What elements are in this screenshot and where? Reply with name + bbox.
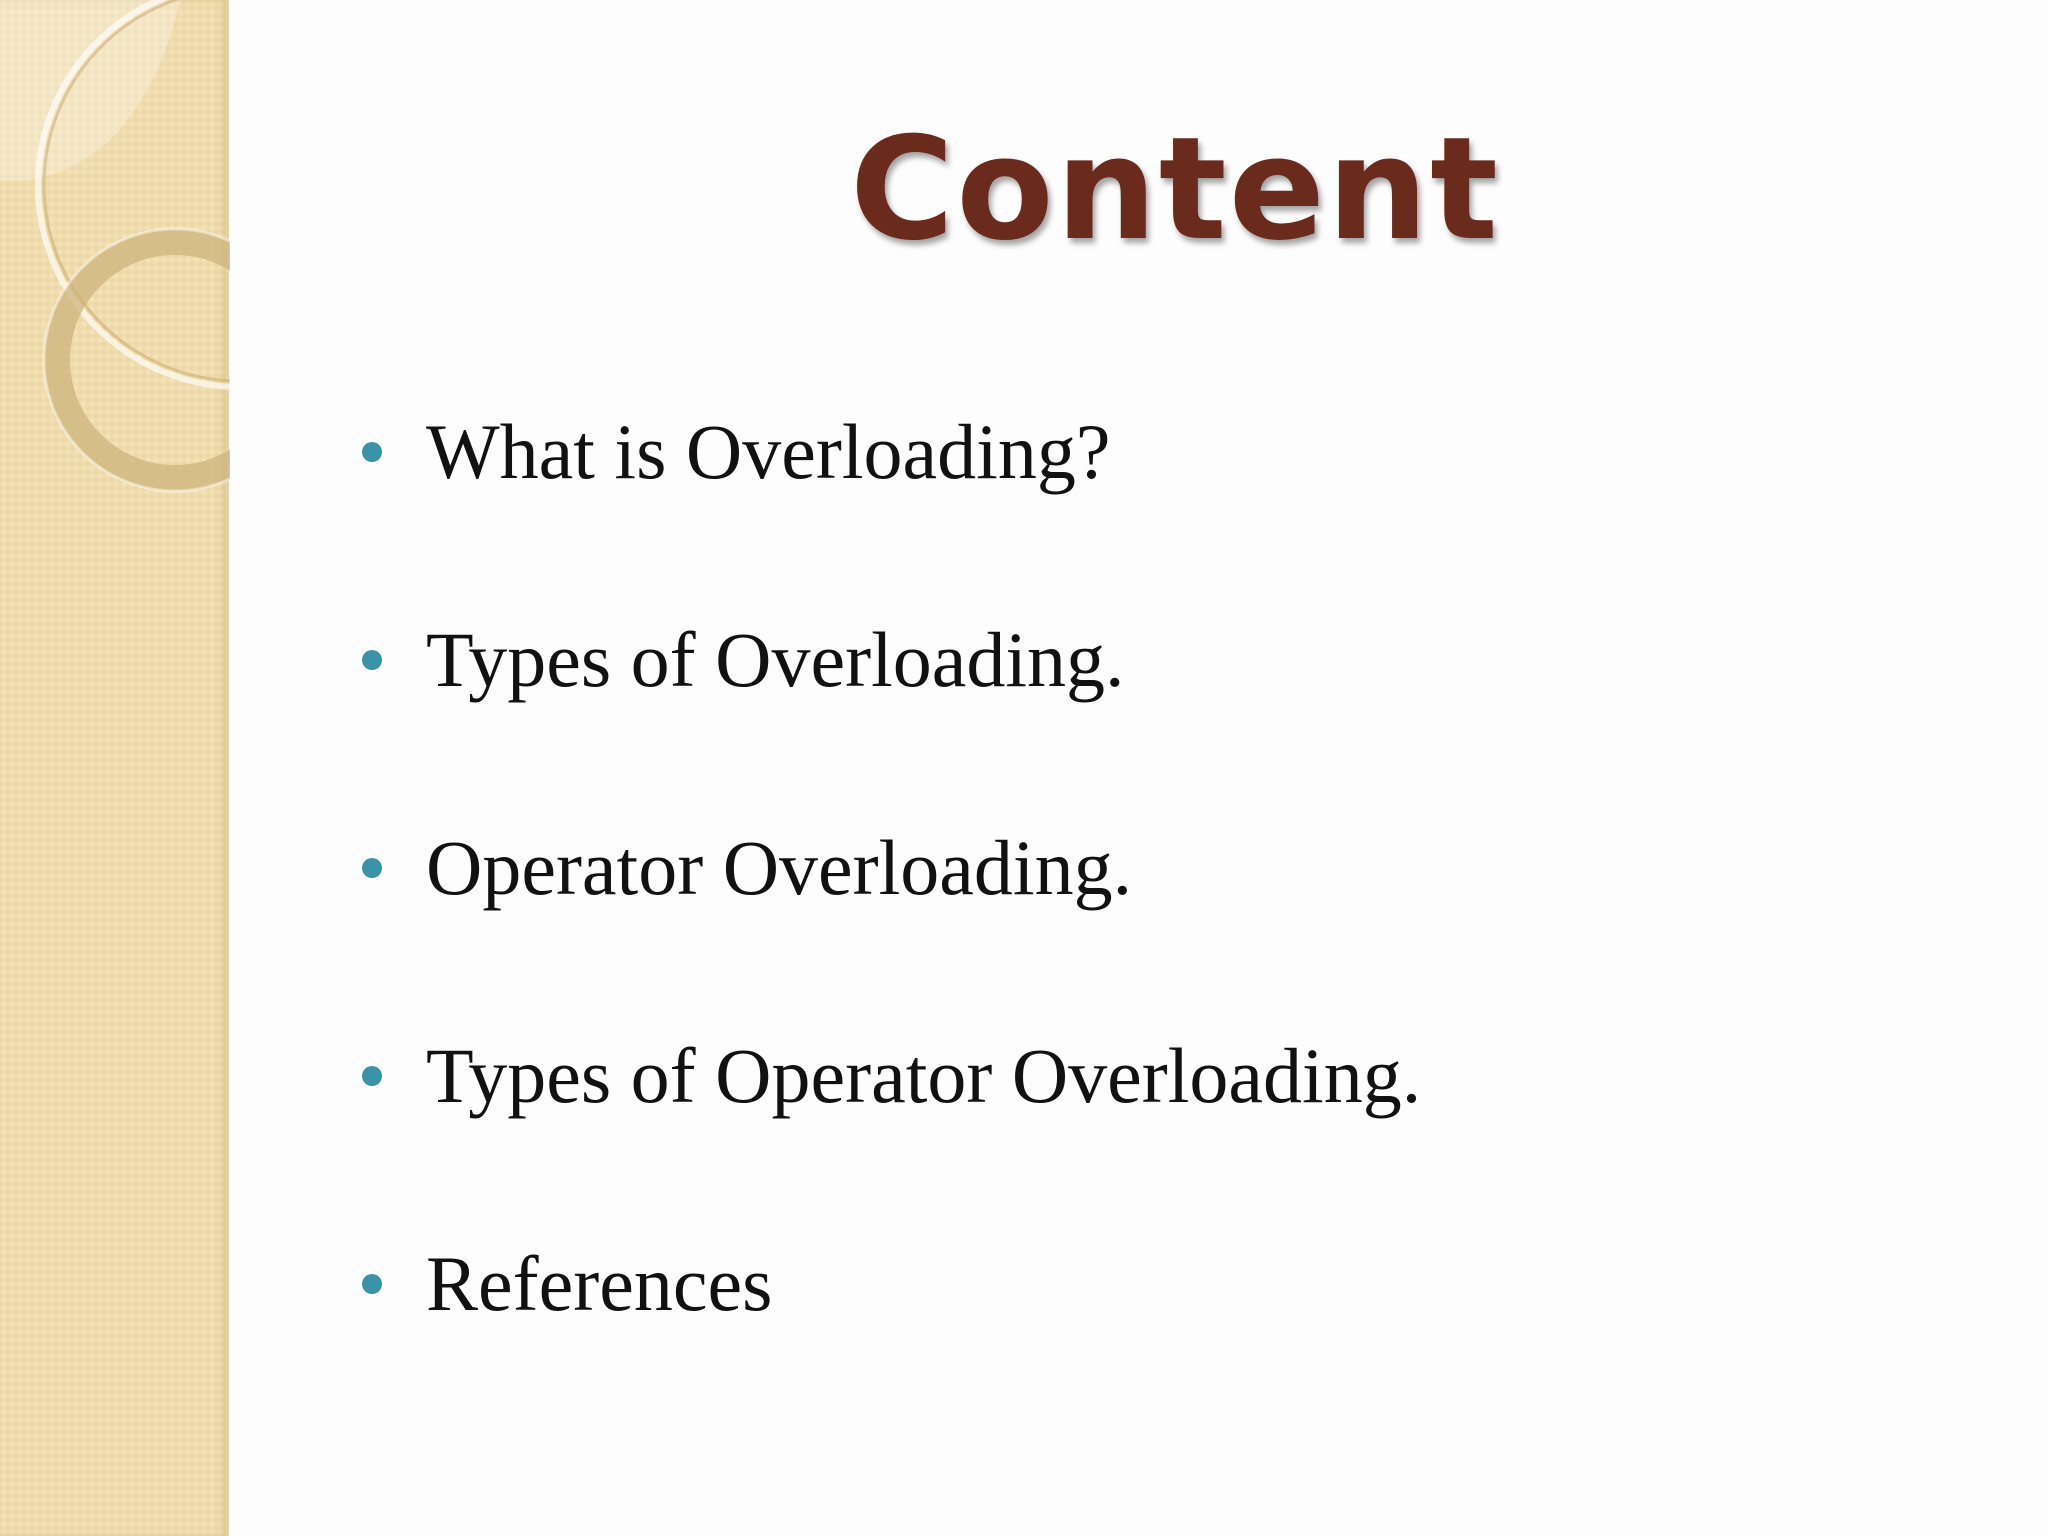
bullet-item — [362, 818, 1421, 1026]
bullet-list — [362, 402, 1421, 1442]
bullet-dot-icon — [362, 1274, 382, 1294]
bullet-text: Types of Operator Overloading. — [426, 1032, 1422, 1119]
bullet-text: References — [426, 1240, 773, 1327]
bullet-dot-icon — [362, 1066, 382, 1086]
bullet-item — [362, 402, 1421, 610]
decorative-rings-graphic — [0, 0, 230, 520]
bullet-item — [362, 1026, 1421, 1234]
bullet-dot-icon — [362, 858, 382, 878]
bullet-dot-icon — [362, 650, 382, 670]
bullet-dot-icon — [362, 442, 382, 462]
slide-title: Content — [849, 107, 1501, 272]
bullet-text: Operator Overloading. — [426, 824, 1133, 911]
bullet-text: Types of Overloading. — [426, 616, 1125, 703]
bullet-item — [362, 1234, 1421, 1442]
bullet-text: What is Overloading? — [426, 408, 1111, 495]
bullet-item — [362, 610, 1421, 818]
